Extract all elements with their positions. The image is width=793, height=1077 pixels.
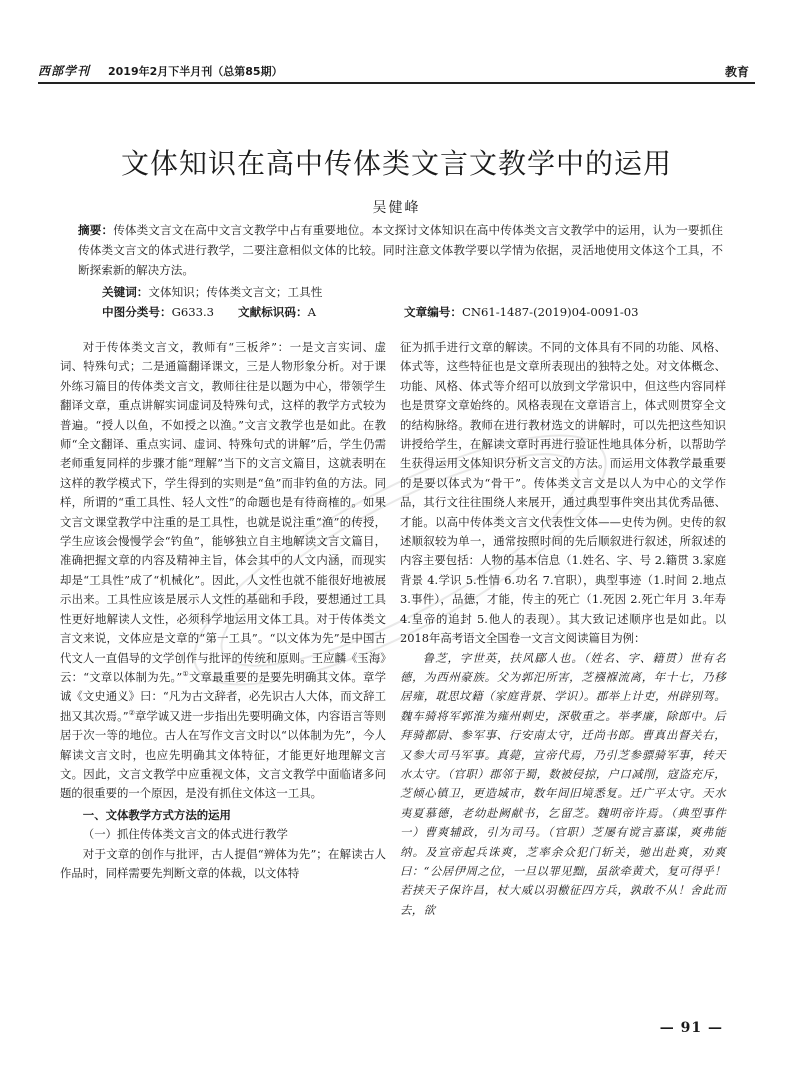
abstract-text: 传体类文言文在高中文言文教学中占有重要地位。本文探讨文体知识在高中传体类文言文教学中的运用，认为一要抓住传体类文言文的体式进行教学，二要注意相似文体的比较。同时注意文体教学要以学情为依据，灵活地使用文体这个工具，不断探索新的解决方法。	[78, 223, 723, 277]
left-p1-text-b: 文章最重要的是要先明确其文体。章学诚《文史通义》曰：“凡为古文辞者，必先识古人大体，而文辞工拙又其次焉。”	[60, 669, 387, 723]
clc-value: G633.3	[171, 305, 215, 319]
issue-info: 2019年2月下半月刊（总第85期）	[108, 65, 283, 78]
page-header	[38, 60, 755, 84]
clc-label: 中图分类号：	[102, 305, 172, 319]
section-heading-1: 一、文体教学方式方法的运用	[82, 807, 231, 822]
left-paragraph-2: 对于文章的创作与批评，古人提倡“辨体为先”；在解读古人作品时，同样需要先判断文章的体裁，以文体特	[60, 846, 386, 880]
doc-group	[238, 304, 316, 320]
left-p1-text-c: 章学诚又进一步指出先要明确文体，内容语言等则居于次一等的地位。古人在写作文言文时以“以体制为先”，今人解读文言文时，也应先明确其文体特征，才能更好地理解文言文。因此，文言文教学中应重视文体，文言文教学中面临诸多问题的很重要的一个原因，是没有抓住文体这一工具。	[60, 708, 386, 801]
doc-label: 文献标识码：	[238, 305, 308, 319]
article-no-value: CN61-1487-(2019)04-0091-03	[461, 305, 639, 319]
quoted-passage: 鲁芝，字世英，扶风郿人也。（姓名、字、籍贯）世有名德，为西州豪族。父为郭汜所害，芝襁褓流离，年十七，乃移居雍，耽思坟籍（家庭背景、学识）。郡举上计吏，州辟别驾。魏车骑将军郭淮为雍州刺史，深敬重之。举孝廉，除郎中。后拜骑都尉、参军事、行安南太守，迁尚书郎。曹真出督关右，又参大司马军事。真薨，宣帝代焉，乃引芝参骠骑军事，转天水太守。（官职）郡邻于蜀，数被侵掠，户口减削，寇盗充斥，芝倾心镇卫，更造城市，数年间旧境悉复。迁广平太守。天水夷夏慕德，老幼赴阙献书，乞留芝。魏明帝许焉。（典型事件一）曹爽辅政，引为司马。（官职）芝屡有谠言嘉谋，爽弗能纳。及宣帝起兵诛爽，芝率余众犯门斩关，驰出赴爽，劝爽曰：“公居伊周之位，一旦以罪见黜，虽欲牵黄犬，复可得乎！若挟天子保许昌，杖大威以羽檄征四方兵，孰敢不从！舍此而去，欲	[400, 650, 726, 917]
page-number: — 91 —	[659, 1020, 723, 1036]
footnote-ref-2: ②	[128, 708, 135, 717]
article-title: 文体知识在高中传体类文言文教学中的运用	[120, 147, 672, 180]
right-column	[400, 338, 726, 920]
keywords-text: 文体知识；传体类文言文；工具性	[148, 285, 323, 299]
left-p1-text: 对于传体类文言文，教师有“三板斧”：一是文言实词、虚词、特殊句式；二是通篇翻译课文，三是人物形象分析。对于课外练习篇目的传体类文言文，教师往往是以题为中心，带领学生翻译文章，重点讲解实词虚词及特殊句式，这样的教学方式较为普遍。“授人以鱼，不如授之以渔。”文言文教学也是如此。在教师“全文翻译、重点实词、虚词、特殊句式的讲解”后，学生仍需老师重复同样的步骤才能“理解”当下的文言文篇目，这就表明在这样的教学模式下，学生得到的实则是“鱼”而非钓鱼的方法。同样，所谓的“重工具性、轻人文性”的命题也是有待商榷的。如果文言文课堂教学中注重的是工具性，也就是说注重“渔”的传授，学生应该会慢慢学会“钓鱼”，能够独立自主地解读文言文篇目，准确把握文章的内容及精神主旨，体会其中的人文内涵，而现实却是“工具性”成了“机械化”。因此，人文性也就不能很好地被展示出来。工具性应该是展示人文性的基础和手段，要想通过工具性更好地解读人文性，必须科学地运用文体工具。对于传体类文言文来说，文体应是文章的“第一工具”。“以文体为先”是中国古代文人一直倡导的文学创作与批评的传统和原则。王应麟《玉海》云：“文章以体制为先。”	[60, 340, 386, 684]
author-name: 吴健峰	[372, 200, 421, 216]
footnote-ref-1: ①	[182, 670, 189, 679]
section-label: 教育	[724, 65, 749, 79]
abstract-label: 摘要：	[78, 223, 114, 237]
keywords-label: 关键词：	[102, 285, 149, 299]
keywords	[102, 284, 322, 300]
journal-name: 西部学刊	[38, 64, 91, 78]
article-no-label: 文章编号：	[404, 305, 462, 319]
abstract	[78, 220, 723, 280]
left-column	[60, 338, 386, 883]
right-paragraph-1: 征为抓手进行文章的解读。不同的文体具有不同的功能、风格、体式等，这些特征也是文章所表现出的独特之处。对文体概念、功能、风格、体式等介绍可以放到文学常识中，但这些内容同样也是贯穿文章始终的。风格表现在文章语言上，体式则贯穿全文的结构脉络。教师在进行教材选文的讲解时，可以先把这些知识讲授给学生，在解读文章时再进行验证性地具体分析，以帮助学生获得运用文体知识分析文言文的方法。而运用文体教学最重要的是要以体式为“骨干”。传体类文言文是以人为中心的文学作品，其行文往往围绕人来展开，通过典型事件突出其优秀品德、才能。以高中传体类文言文代表性文体——史传为例。史传的叙述顺叙较为单一，通常按照时间的先后顺叙进行叙述，所叙述的内容主要包括：人物的基本信息（1.姓名、字、号 2.籍贯 3.家庭背景 4.学识 5.性情 6.功名 7.官职），典型事迹（1.时间 2.地点 3.事件），品德，才能，传主的死亡（1.死因 2.死亡年月 3.年寿 4.皇帝的追封 5.他人的表现）。其大致记述顺序也是如此。以2018年高考语文全国卷一文言文阅读篇目为例：	[400, 340, 726, 646]
left-paragraph-1	[60, 338, 386, 804]
subsection-heading-1: （一）抓住传体类文言文的体式进行教学	[82, 827, 288, 842]
article-no-group	[404, 304, 639, 320]
clc-group	[102, 304, 214, 320]
doc-value: A	[307, 305, 316, 319]
